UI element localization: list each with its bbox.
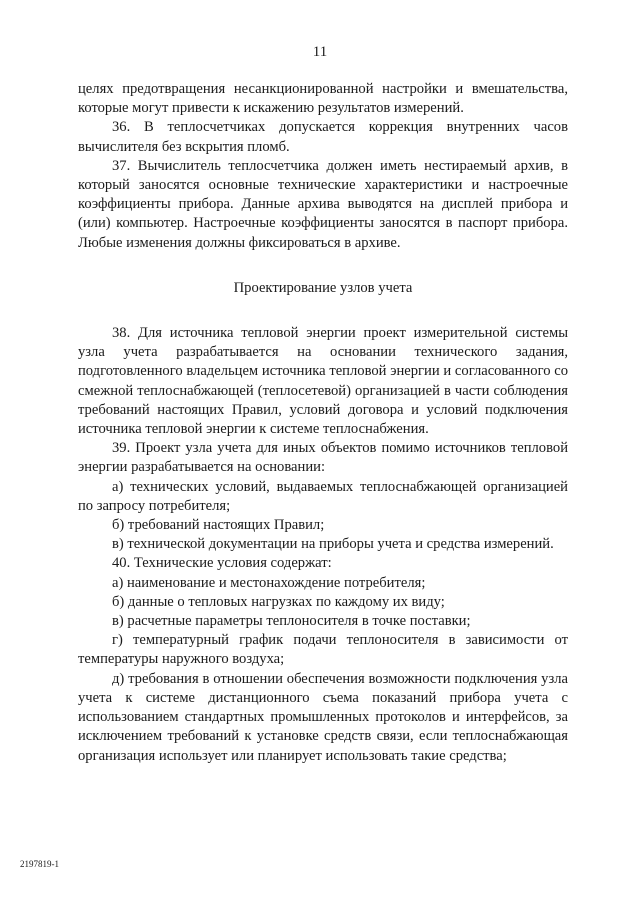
list-item-40a: а) наименование и местонахождение потребителя; [112,574,426,591]
list-item-39a: а) технических условий, выдаваемых теплоснабжающей организацией по запросу потребителя; [78,478,568,514]
document-id: 2197819-1 [20,859,59,869]
paragraph-40: 40. Технические условия содержат: [112,555,332,572]
paragraph-36: 36. В теплосчетчиках допускается коррекция внутренних часов вычислителя без вскрытия пломб. [78,119,568,155]
paragraph-39: 39. Проект узла учета для иных объектов помимо источников тепловой энергии разрабатывается на основании: [78,440,568,476]
section-title: Проектирование узлов учета [233,279,413,296]
paragraph-37: 37. Вычислитель теплосчетчика должен иметь нестираемый архив, в который заносятся основные технические характеристики и настроечные коэффициенты прибора. Данные архива выводятся на дисплей прибора и (или) компьютер. Настроечные коэффициенты заносятся в паспорт прибора. Любые изменения должны фиксироваться в архиве. [78,157,568,251]
paragraph-38: 38. Для источника тепловой энергии проект измерительной системы узла учета разрабатывается на основании технического задания, подготовленного владельцем источника тепловой энергии и согласованного со смежной теплоснабжающей (теплосетевой) организацией в части соблюдения требований настоящих Правил, условий договора и условий подключения источника тепловой энергии к системе теплоснабжения. [78,325,568,438]
list-item-40e: д) требования в отношении обеспечения возможности подключения узла учета к системе дистанционного съема показаний прибора учета с использованием стандартных промышленных протоколов и интерфейсов, за исключением требований к установке средств связи, если теплоснабжающая организация использует или планирует использовать такие средства; [78,670,568,764]
list-item-40b: б) данные о тепловых нагрузках по каждому их виду; [112,593,445,610]
paragraph-continuation: целях предотвращения несанкционированной настройки и вмешательства, которые могут привести к искажению результатов измерений. [78,81,568,117]
list-item-39b: б) требований настоящих Правил; [112,517,325,534]
page-number: 11 [312,44,328,60]
document-body [78,80,568,766]
list-item-40d: г) температурный график подачи теплоносителя в зависимости от температуры наружного воздуха; [78,632,568,668]
list-item-39c: в) технической документации на приборы учета и средства измерений. [112,536,554,553]
list-item-40c: в) расчетные параметры теплоносителя в точке поставки; [112,613,471,630]
